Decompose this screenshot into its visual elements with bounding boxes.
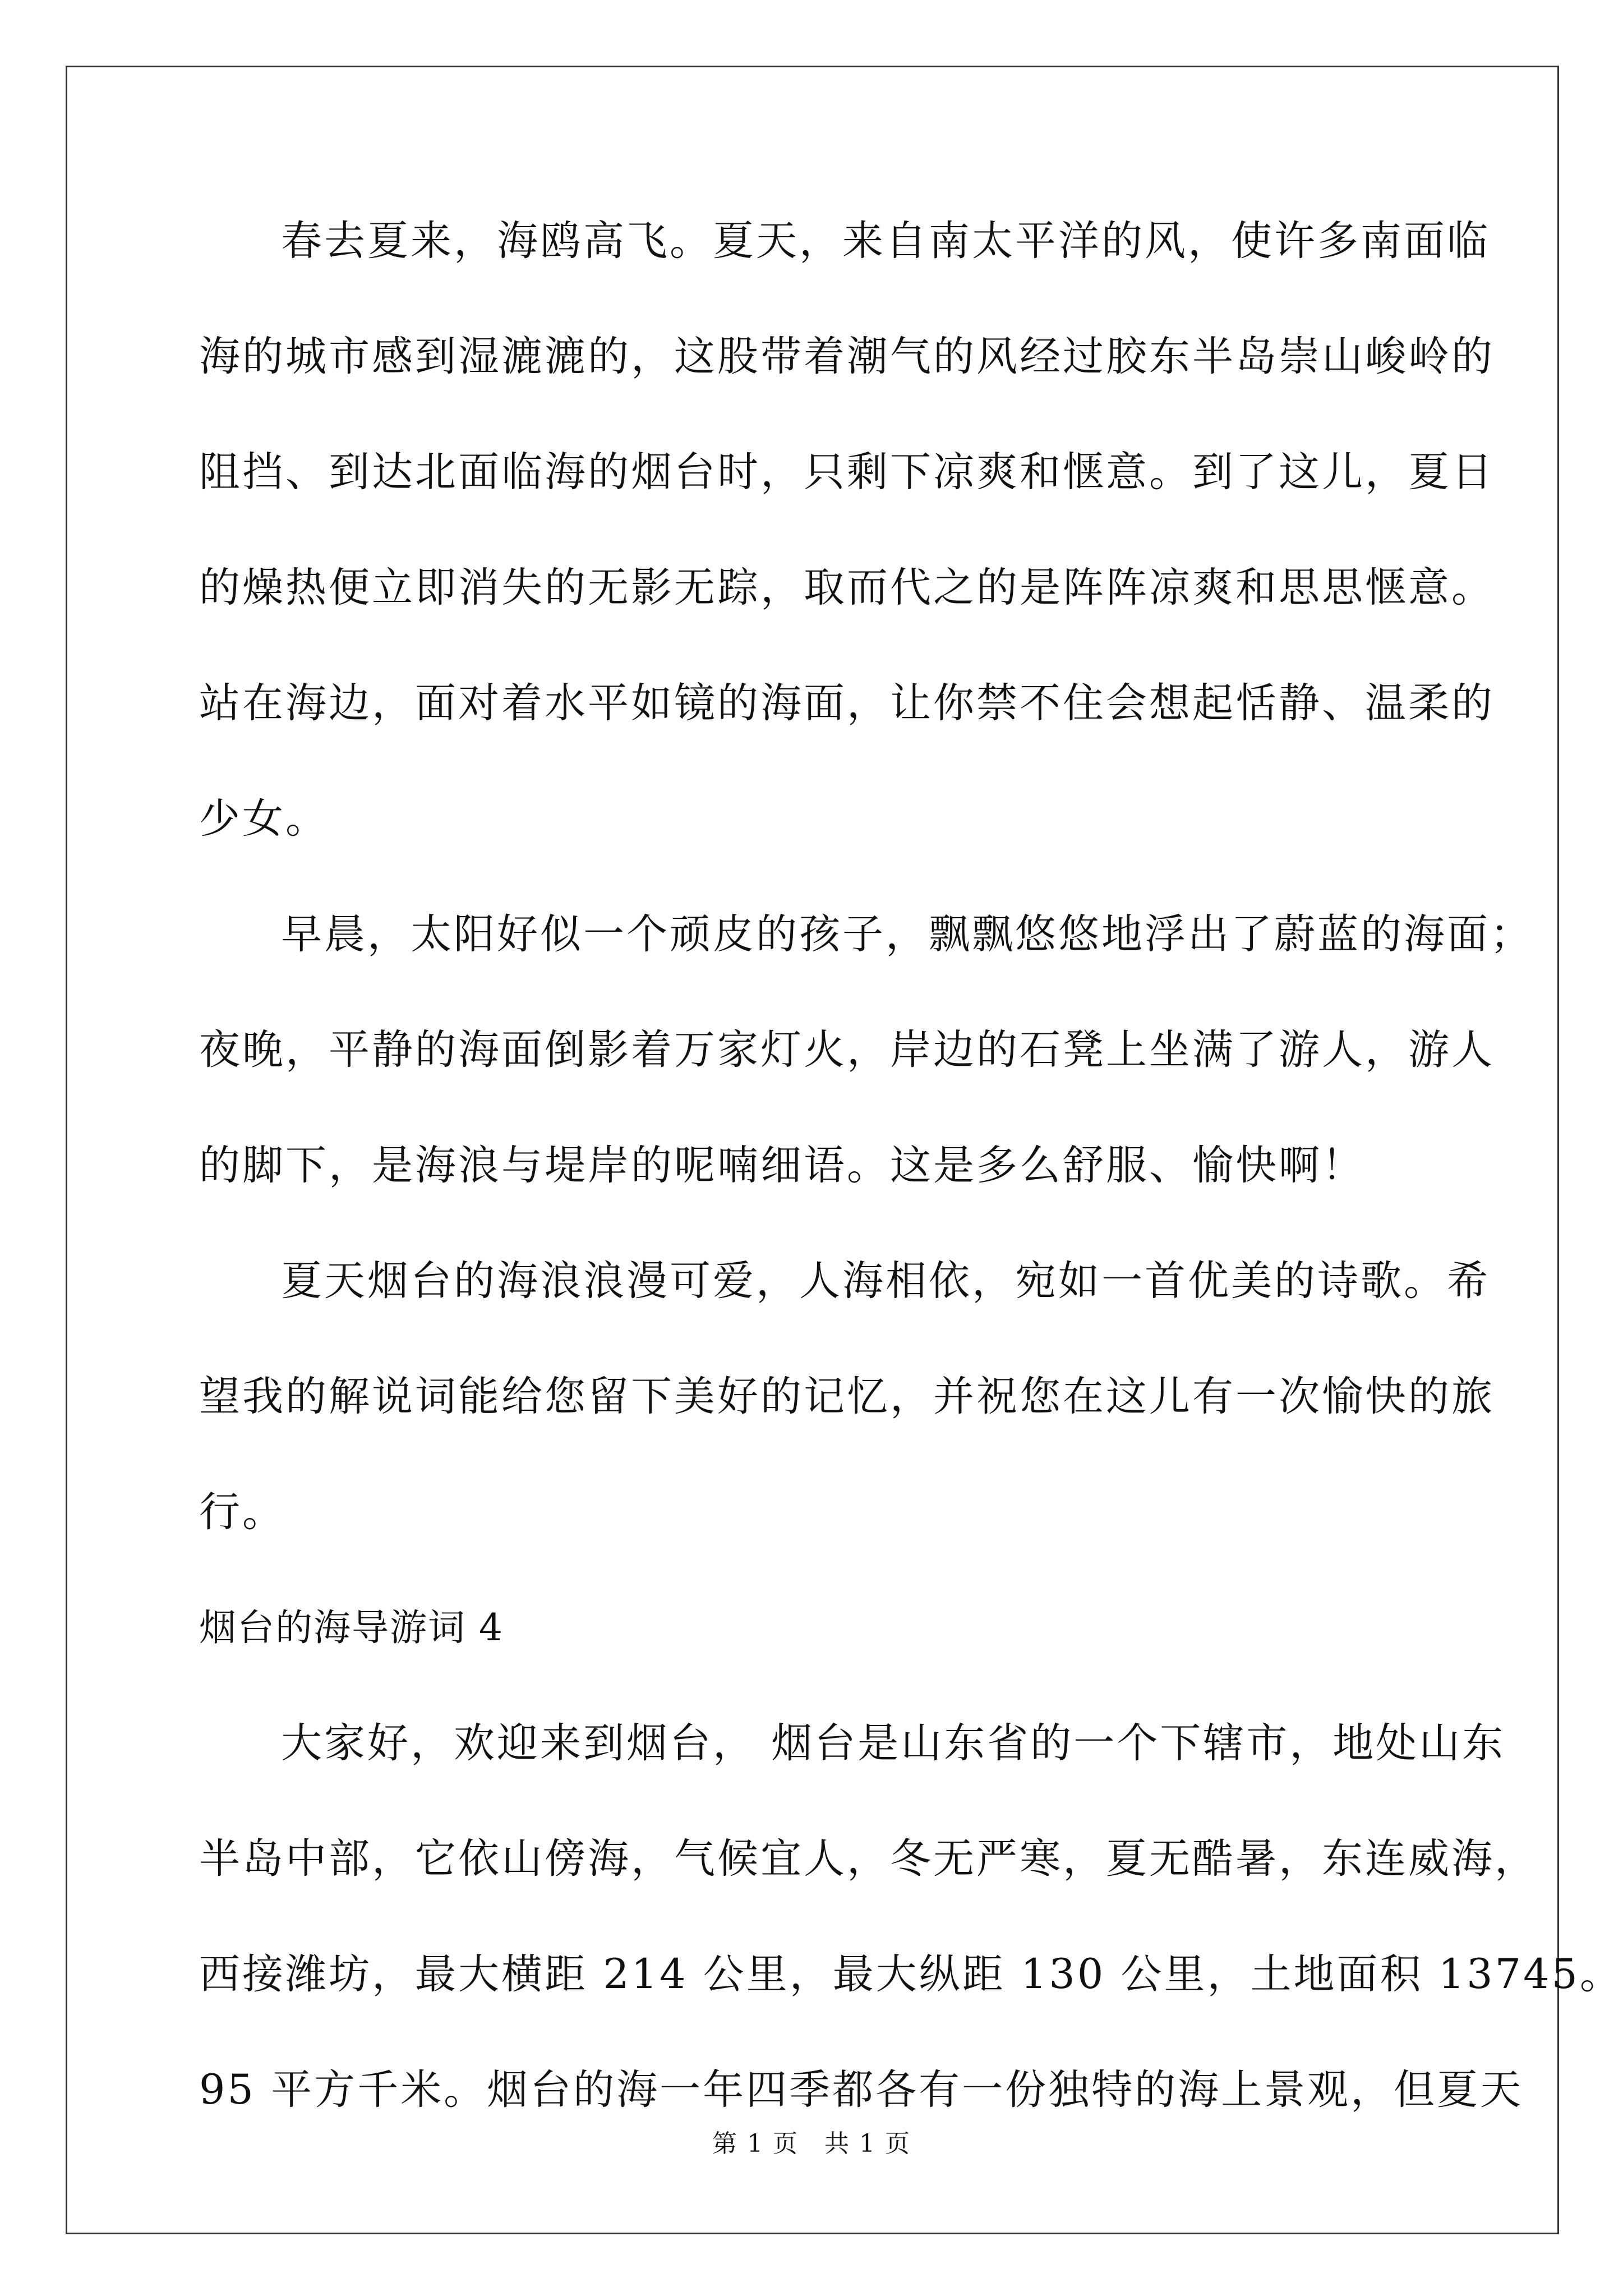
paragraph-4-line-2: 半岛中部，它依山傍海，气候宜人，冬无严寒，夏无酷暑，东连威海， [199, 1835, 1538, 1883]
paragraph-4-line-1: 大家好，欢迎来到烟台， 烟台是山东省的一个下辖市，地处山东 [281, 1719, 1506, 1767]
paragraph-4-line-4: 95 平方千米。烟台的海一年四季都各有一份独特的海上景观，但夏天 [199, 2066, 1524, 2114]
paragraph-1-line-4: 的燥热便立即消失的无影无踪，取而代之的是阵阵凉爽和思思惬意。 [199, 564, 1495, 611]
paragraph-1-line-6: 少女。 [199, 795, 329, 843]
paragraph-1-line-2: 海的城市感到湿漉漉的，这股带着潮气的风经过胶东半岛崇山峻岭的 [199, 333, 1495, 380]
section-heading: 烟台的海导游词 4 [199, 1606, 504, 1649]
paragraph-1-line-3: 阻挡、到达北面临海的烟台时，只剩下凉爽和惬意。到了这儿，夏日 [199, 448, 1495, 496]
paragraph-3-line-1: 夏天烟台的海浪浪漫可爱，人海相依，宛如一首优美的诗歌。希 [281, 1257, 1490, 1305]
paragraph-4-line-3: 西接潍坊，最大横距 214 公里，最大纵距 130 公里，土地面积 13745。 [199, 1950, 1623, 1998]
paragraph-1-line-1: 春去夏来，海鸥高飞。夏天，来自南太平洋的风，使许多南面临 [281, 217, 1490, 265]
paragraph-2-line-2: 夜晚，平静的海面倒影着万家灯火，岸边的石凳上坐满了游人，游人 [199, 1026, 1495, 1074]
paragraph-3-line-3: 行。 [199, 1488, 285, 1536]
paragraph-2-line-3: 的脚下，是海浪与堤岸的呢喃细语。这是多么舒服、愉快啊！ [199, 1142, 1365, 1189]
paragraph-3-line-2: 望我的解说词能给您留下美好的记忆，并祝您在这儿有一次愉快的旅 [199, 1373, 1495, 1420]
paragraph-2-line-1: 早晨，太阳好似一个顽皮的孩子，飘飘悠悠地浮出了蔚蓝的海面； [281, 910, 1533, 958]
paragraph-1-line-5: 站在海边，面对着水平如镜的海面，让你禁不住会想起恬静、温柔的 [199, 679, 1495, 727]
page-number-footer: 第 1 页 共 1 页 [712, 2129, 911, 2158]
